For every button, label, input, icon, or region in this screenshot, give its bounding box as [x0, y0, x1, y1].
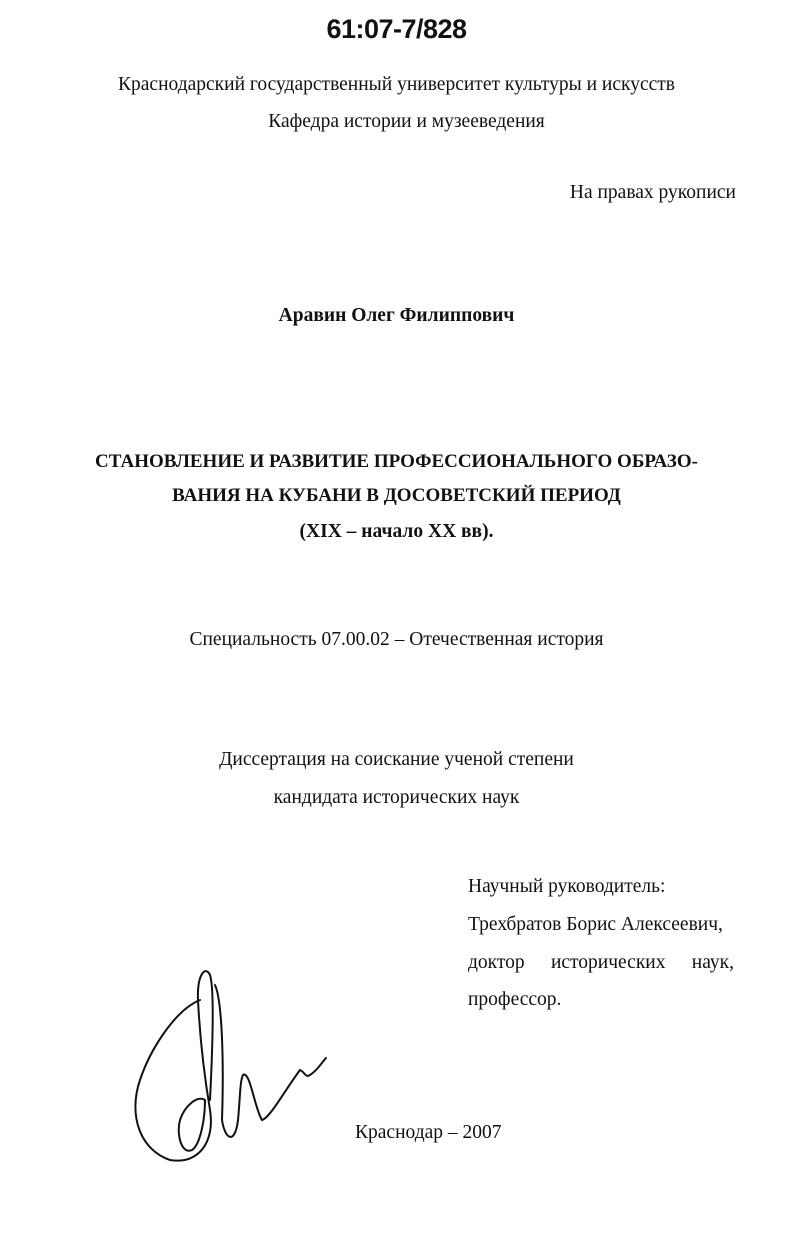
- title-line-3: (XIX – начало XX вв).: [299, 521, 494, 542]
- supervisor-rank: профессор.: [468, 989, 562, 1010]
- place-year: Краснодар – 2007: [355, 1122, 502, 1143]
- degree-word: доктор: [468, 952, 525, 973]
- department-name: Кафедра истории и музееведения: [268, 111, 545, 132]
- archive-code: 61:07-7/828: [326, 14, 467, 44]
- degree-word: наук,: [691, 952, 734, 973]
- manuscript-rights: На правах рукописи: [569, 182, 736, 203]
- supervisor-label: Научный руководитель:: [468, 876, 666, 897]
- supervisor-name: Трехбратов Борис Алексеевич,: [468, 914, 723, 935]
- specialty: Специальность 07.00.02 – Отечественная история: [189, 629, 604, 650]
- degree-line-1: Диссертация на соискание ученой степени: [219, 749, 574, 770]
- university-name: Краснодарский государственный университет культуры и искусств: [118, 74, 675, 95]
- title-line-1: СТАНОВЛЕНИЕ И РАЗВИТИЕ ПРОФЕССИОНАЛЬНОГО ОБРАЗО-: [95, 451, 698, 472]
- degree-word: исторических: [550, 952, 666, 973]
- title-line-2: ВАНИЯ НА КУБАНИ В ДОСОВЕТСКИЙ ПЕРИОД: [172, 485, 621, 506]
- degree-line-2: кандидата исторических наук: [273, 787, 520, 808]
- author-name: Аравин Олег Филиппович: [278, 305, 515, 326]
